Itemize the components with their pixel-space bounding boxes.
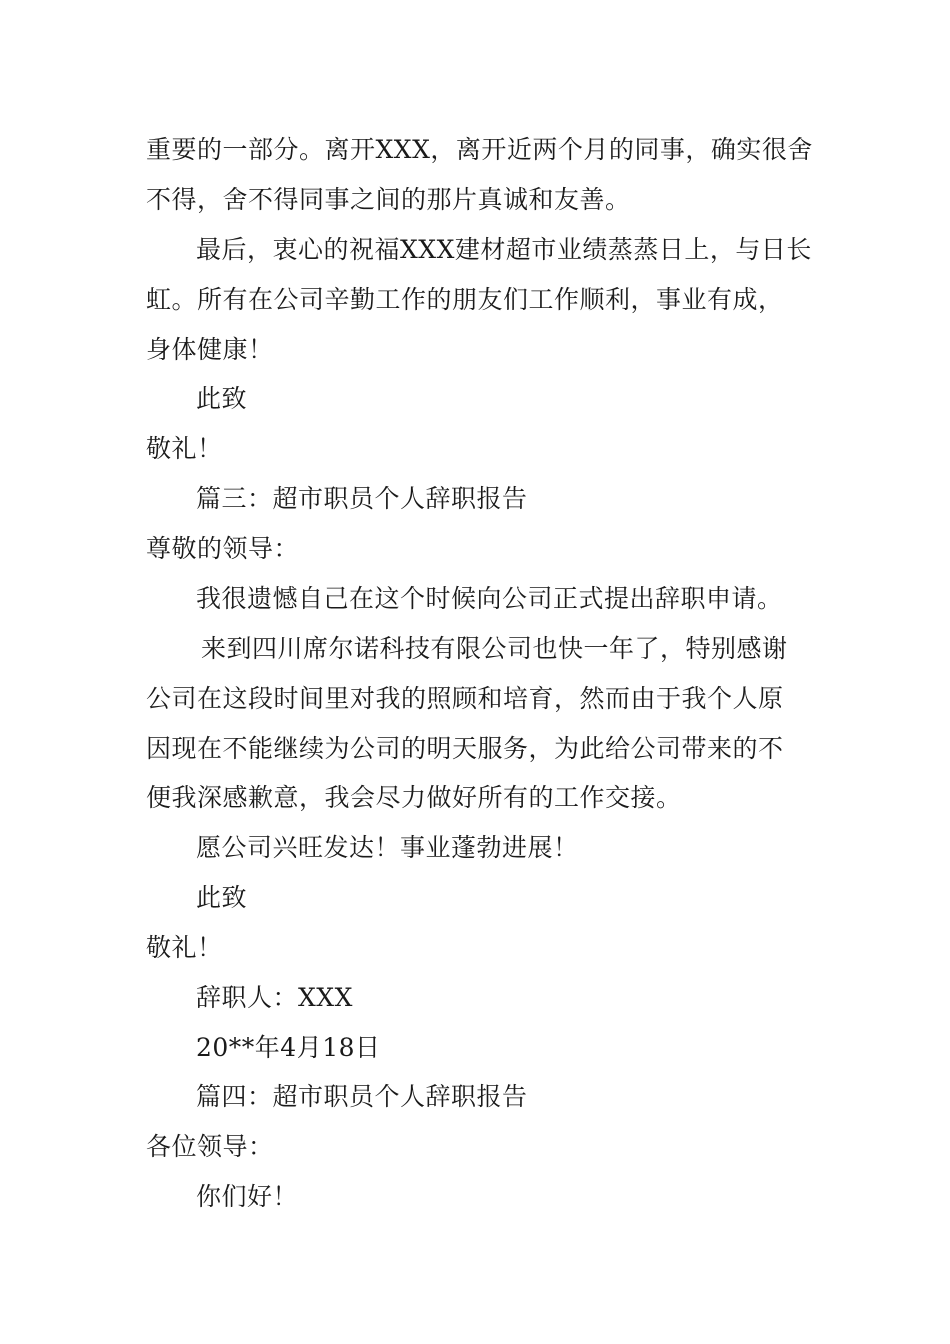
paragraph-line: 我很遗憾自己在这个时候向公司正式提出辞职申请。 — [196, 584, 783, 613]
paragraph-line: 不得，舍不得同事之间的那片真诚和友善。 — [146, 185, 631, 214]
paragraph-line: 来到四川席尔诺科技有限公司也快一年了，特别感谢 — [201, 634, 788, 663]
salutation-line: 敬礼！ — [146, 434, 223, 463]
paragraph-line: 重要的一部分。离开XXX，离开近两个月的同事，确实很舍 — [146, 135, 813, 164]
section-heading: 篇四：超市职员个人辞职报告 — [196, 1082, 528, 1111]
section-heading: 篇三：超市职员个人辞职报告 — [196, 484, 528, 513]
closing-line: 此致 — [196, 883, 248, 912]
paragraph-line: 你们好！ — [196, 1182, 299, 1211]
signature-line: 辞职人：XXX — [196, 983, 353, 1012]
paragraph-line: 身体健康！ — [146, 335, 274, 364]
paragraph-line: 因现在不能继续为公司的明天服务，为此给公司带来的不 — [146, 734, 784, 763]
greeting-line: 尊敬的领导： — [146, 534, 300, 563]
greeting-line: 各位领导： — [146, 1132, 274, 1161]
paragraph-line: 愿公司兴旺发达！事业蓬勃进展！ — [196, 833, 579, 862]
paragraph-line: 便我深感歉意，我会尽力做好所有的工作交接。 — [146, 783, 682, 812]
date-line: 20**年4月18日 — [196, 1033, 381, 1062]
paragraph-line: 最后，衷心的祝福XXX建材超市业绩蒸蒸日上，与日长 — [196, 235, 812, 264]
salutation-line: 敬礼！ — [146, 933, 223, 962]
paragraph-line: 虹。所有在公司辛勤工作的朋友们工作顺利，事业有成， — [146, 285, 784, 314]
closing-line: 此致 — [196, 384, 248, 413]
paragraph-line: 公司在这段时间里对我的照顾和培育，然而由于我个人原 — [146, 684, 784, 713]
